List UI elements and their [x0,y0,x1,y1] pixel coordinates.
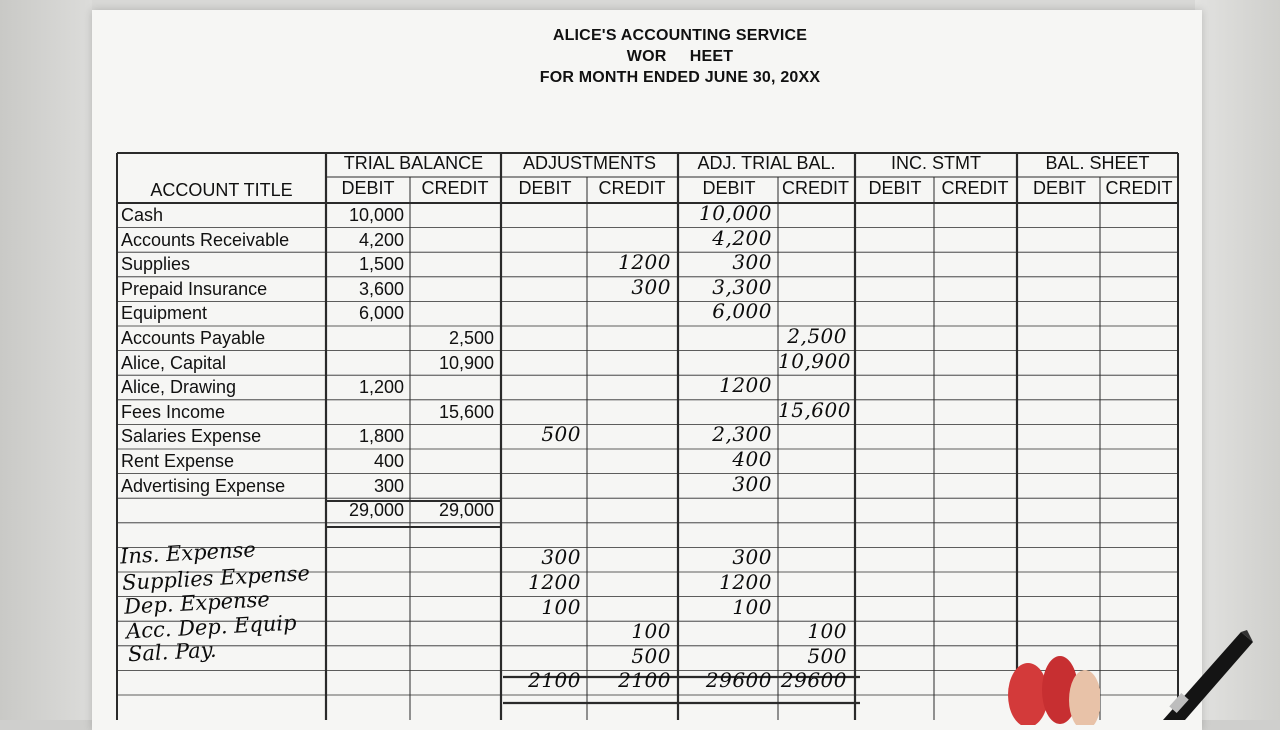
adjustment-total-debit: 2100 [528,668,581,693]
debit-header: DEBIT [868,178,922,198]
adjusted-trial-balance-debit: 3,300 [712,274,772,299]
adjusted-trial-balance-credit: 2,500 [787,324,847,348]
debit-header: DEBIT [702,178,756,198]
trial-balance-debit: 3,600 [358,278,404,299]
period-line: FOR MONTH ENDED JUNE 30, 20XX [539,69,821,86]
trial-balance-debit: 10,000 [348,205,404,225]
adjusted-trial-balance-credit: 500 [807,643,847,668]
adjustment-debit: 300 [541,545,581,570]
handwritten-account-title: Sal. Pay. [127,637,218,667]
account-title: Equipment [121,303,208,324]
handwritten-account-title: Dep. Expense [123,586,271,619]
adjusted-trial-balance-debit: 2,300 [712,422,772,447]
trial-balance-debit: 1,800 [358,426,404,447]
trial-balance-credit: 10,900 [438,352,494,373]
adjusted-trial-balance-debit: 100 [732,594,772,619]
account-title: Prepaid Insurance [121,278,268,299]
adjusted-total-credit: 29600 [780,668,847,693]
trial-balance-debit: 400 [373,451,404,471]
account-title: Alice, Capital [121,352,227,373]
trial-balance-debit: 300 [373,475,404,496]
account-title: Salaries Expense [121,426,262,447]
credit-header: CREDIT [1105,178,1173,198]
credit-header: CREDIT [782,178,849,198]
adjusted-trial-balance-credit: 100 [807,619,847,644]
handwritten-account-title: Supplies Expense [121,561,311,595]
account-title: Rent Expense [121,451,235,471]
column-group-header: BAL. SHEET [1045,153,1150,173]
document-title: WOR HEET [626,48,734,65]
adjusted-trial-balance-credit: 15,600 [778,397,851,422]
adjustment-debit: 100 [541,594,581,619]
adjustment-debit: 500 [541,422,581,447]
adjusted-trial-balance-debit: 400 [732,447,772,471]
adjustment-credit: 100 [631,619,671,644]
trial-balance-total-debit: 29,000 [348,500,404,521]
adjustment-debit: 1200 [528,570,581,594]
credit-header: CREDIT [941,178,1009,198]
adjustment-credit: 1200 [618,250,671,275]
company-name: ALICE'S ACCOUNTING SERVICE [552,27,808,44]
credit-header: CREDIT [421,178,489,198]
account-title: Accounts Receivable [121,229,290,250]
adjustment-credit: 300 [631,274,671,299]
adjusted-trial-balance-debit: 1200 [719,570,772,594]
adjusted-trial-balance-debit: 300 [732,471,772,496]
adjustment-credit: 500 [631,643,671,668]
adjusted-trial-balance-debit: 300 [732,250,772,275]
handwritten-account-title: Acc. Dep. Equip [125,610,298,644]
adjustment-total-credit: 2100 [618,668,671,693]
account-title: Alice, Drawing [121,377,237,398]
adjusted-trial-balance-debit: 6,000 [712,299,772,324]
account-title-header: ACCOUNT TITLE [150,180,293,200]
trial-balance-debit: 4,200 [358,229,404,250]
credit-header: CREDIT [598,178,666,198]
column-group-header: INC. STMT [891,153,981,173]
adjusted-total-debit: 29600 [705,668,772,693]
column-group-header: ADJUSTMENTS [522,153,656,173]
trial-balance-total-credit: 29,000 [438,500,494,521]
trial-balance-debit: 6,000 [358,303,404,324]
account-title: Accounts Payable [121,328,266,348]
adjusted-trial-balance-debit: 300 [732,545,772,570]
adjusted-trial-balance-credit: 10,900 [778,348,851,373]
fingernail-image [1000,655,1100,725]
adjusted-trial-balance-debit: 4,200 [712,225,772,250]
debit-header: DEBIT [518,178,572,198]
column-group-header: ADJ. TRIAL BAL. [697,153,836,173]
trial-balance-debit: 1,200 [358,377,404,398]
pen-image [1145,628,1255,720]
debit-header: DEBIT [1032,178,1086,198]
adjusted-trial-balance-debit: 1200 [719,373,772,398]
account-title: Supplies [121,254,191,275]
adjusted-trial-balance-debit: 10,000 [699,201,772,225]
debit-header: DEBIT [341,178,395,198]
trial-balance-credit: 2,500 [448,328,494,348]
handwritten-account-title: Ins. Expense [119,537,257,569]
account-title: Fees Income [121,401,226,422]
column-group-header: TRIAL BALANCE [343,153,484,173]
account-title: Cash [121,205,164,225]
trial-balance-debit: 1,500 [358,254,404,275]
account-title: Advertising Expense [121,475,286,496]
trial-balance-credit: 15,600 [438,401,494,422]
